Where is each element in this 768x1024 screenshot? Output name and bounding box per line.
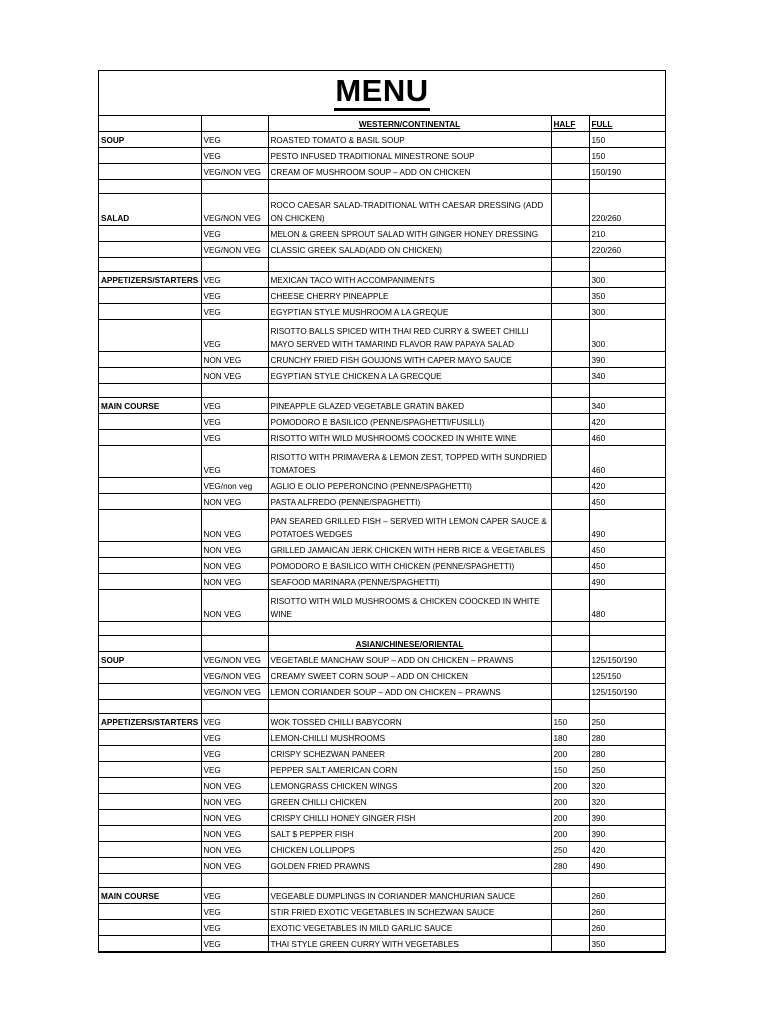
item-half-price	[551, 352, 589, 368]
item-name: CRUNCHY FRIED FISH GOUJONS WITH CAPER MAYO SAUCE	[268, 352, 551, 368]
item-name: POMODORO E BASILICO (PENNE/SPAGHETTI/FUSILLI)	[268, 414, 551, 430]
menu-item-row	[99, 920, 665, 936]
menu-item-row	[99, 558, 665, 574]
item-full-price: 280	[589, 746, 665, 762]
item-half-price	[551, 494, 589, 510]
item-name: RISOTTO WITH WILD MUSHROOMS & CHICKEN COOCKED IN WHITE WINE	[268, 590, 551, 622]
item-half-price: 200	[551, 778, 589, 794]
item-type: VEG	[201, 936, 268, 952]
item-name: CREAMY SWEET CORN SOUP – ADD ON CHICKEN	[268, 668, 551, 684]
item-full-price: 150/190	[589, 164, 665, 180]
item-half-price	[551, 430, 589, 446]
item-half-price: 150	[551, 762, 589, 778]
item-full-price: 350	[589, 936, 665, 952]
category-label	[99, 430, 201, 446]
menu-item-row	[99, 288, 665, 304]
item-type: NON VEG	[201, 794, 268, 810]
section-header-row	[99, 636, 665, 652]
item-half-price	[551, 446, 589, 478]
item-name: CREAM OF MUSHROOM SOUP – ADD ON CHICKEN	[268, 164, 551, 180]
blank-cell	[201, 700, 268, 714]
item-type: NON VEG	[201, 778, 268, 794]
item-half-price	[551, 398, 589, 414]
item-type: VEG	[201, 746, 268, 762]
item-full-price: 125/150/190	[589, 684, 665, 700]
item-half-price	[551, 590, 589, 622]
item-name: LEMON-CHILLI MUSHROOMS	[268, 730, 551, 746]
half-column-header	[551, 636, 589, 652]
item-full-price: 340	[589, 368, 665, 384]
item-type: VEG/NON VEG	[201, 164, 268, 180]
category-label	[99, 446, 201, 478]
menu-item-row	[99, 368, 665, 384]
item-type: VEG/NON VEG	[201, 194, 268, 226]
blank-cell	[268, 384, 551, 398]
section-blank-cell	[201, 636, 268, 652]
item-full-price: 125/150/190	[589, 652, 665, 668]
item-half-price	[551, 668, 589, 684]
category-label	[99, 368, 201, 384]
item-full-price: 340	[589, 398, 665, 414]
item-type: VEG	[201, 904, 268, 920]
item-name: EGYPTIAN STYLE CHICKEN A LA GRECQUE	[268, 368, 551, 384]
blank-cell	[551, 874, 589, 888]
item-name: SALT $ PEPPER FISH	[268, 826, 551, 842]
blank-cell	[99, 874, 201, 888]
menu-item-row	[99, 652, 665, 668]
item-name: CHEESE CHERRY PINEAPPLE	[268, 288, 551, 304]
item-half-price	[551, 164, 589, 180]
menu-item-row	[99, 810, 665, 826]
menu-item-row	[99, 730, 665, 746]
category-label: SALAD	[99, 194, 201, 226]
item-type: VEG/NON VEG	[201, 668, 268, 684]
blank-cell	[589, 258, 665, 272]
item-half-price	[551, 242, 589, 258]
item-half-price: 250	[551, 842, 589, 858]
item-type: NON VEG	[201, 810, 268, 826]
menu-item-row	[99, 590, 665, 622]
item-name: VEGETABLE MANCHAW SOUP – ADD ON CHICKEN – PRAWNS	[268, 652, 551, 668]
menu-item-row	[99, 226, 665, 242]
item-full-price: 150	[589, 132, 665, 148]
item-half-price	[551, 652, 589, 668]
full-column-header: FULL	[589, 116, 665, 132]
category-label	[99, 684, 201, 700]
item-type: NON VEG	[201, 842, 268, 858]
item-type: NON VEG	[201, 510, 268, 542]
item-half-price	[551, 132, 589, 148]
item-type: VEG/non veg	[201, 478, 268, 494]
category-label: SOUP	[99, 652, 201, 668]
item-type: NON VEG	[201, 590, 268, 622]
category-label	[99, 778, 201, 794]
item-full-price: 490	[589, 510, 665, 542]
title-row	[99, 71, 665, 116]
item-name: SEAFOOD MARINARA (PENNE/SPAGHETTI)	[268, 574, 551, 590]
blank-cell	[589, 384, 665, 398]
item-name: ROASTED TOMATO & BASIL SOUP	[268, 132, 551, 148]
item-half-price	[551, 194, 589, 226]
section-blank-cell	[99, 636, 201, 652]
category-label	[99, 478, 201, 494]
category-label	[99, 920, 201, 936]
item-name: RISOTTO WITH WILD MUSHROOMS COOCKED IN WHITE WINE	[268, 430, 551, 446]
menu-item-row	[99, 842, 665, 858]
item-full-price: 390	[589, 352, 665, 368]
item-name: WOK TOSSED CHILLI BABYCORN	[268, 714, 551, 730]
item-type: VEG	[201, 714, 268, 730]
category-label	[99, 746, 201, 762]
item-type: VEG	[201, 414, 268, 430]
menu-item-row	[99, 242, 665, 258]
menu-item-row	[99, 684, 665, 700]
item-full-price: 450	[589, 558, 665, 574]
blank-cell	[589, 622, 665, 636]
item-type: VEG/NON VEG	[201, 242, 268, 258]
menu-item-row	[99, 352, 665, 368]
item-half-price: 150	[551, 714, 589, 730]
item-half-price: 180	[551, 730, 589, 746]
category-label: MAIN COURSE	[99, 398, 201, 414]
menu-item-row	[99, 936, 665, 952]
menu-item-row	[99, 430, 665, 446]
blank-cell	[99, 700, 201, 714]
item-name: PASTA ALFREDO (PENNE/SPAGHETTI)	[268, 494, 551, 510]
item-type: VEG	[201, 430, 268, 446]
item-name: MELON & GREEN SPROUT SALAD WITH GINGER HONEY DRESSING	[268, 226, 551, 242]
item-full-price: 320	[589, 778, 665, 794]
category-label	[99, 288, 201, 304]
menu-item-row	[99, 446, 665, 478]
item-type: NON VEG	[201, 574, 268, 590]
section-blank-cell	[99, 116, 201, 132]
item-name: THAI STYLE GREEN CURRY WITH VEGETABLES	[268, 936, 551, 952]
item-full-price: 300	[589, 320, 665, 352]
item-name: CRISPY SCHEZWAN PANEER	[268, 746, 551, 762]
item-half-price	[551, 226, 589, 242]
menu-title: MENU	[99, 73, 665, 109]
item-full-price: 490	[589, 858, 665, 874]
menu-item-row	[99, 414, 665, 430]
blank-cell	[589, 700, 665, 714]
item-half-price	[551, 574, 589, 590]
item-full-price: 390	[589, 810, 665, 826]
menu-item-row	[99, 778, 665, 794]
category-label	[99, 510, 201, 542]
item-half-price	[551, 542, 589, 558]
item-name: PINEAPPLE GLAZED VEGETABLE GRATIN BAKED	[268, 398, 551, 414]
item-full-price: 460	[589, 446, 665, 478]
item-half-price	[551, 148, 589, 164]
menu-item-row	[99, 668, 665, 684]
item-full-price: 300	[589, 304, 665, 320]
item-full-price: 420	[589, 414, 665, 430]
item-name: EGYPTIAN STYLE MUSHROOM A LA GREQUE	[268, 304, 551, 320]
spacer-row	[99, 622, 665, 636]
item-type: NON VEG	[201, 352, 268, 368]
category-label	[99, 542, 201, 558]
blank-cell	[201, 622, 268, 636]
item-half-price: 280	[551, 858, 589, 874]
blank-cell	[551, 180, 589, 194]
item-name: LEMON CORIANDER SOUP – ADD ON CHICKEN – PRAWNS	[268, 684, 551, 700]
item-half-price	[551, 414, 589, 430]
spacer-row	[99, 874, 665, 888]
menu-item-row	[99, 148, 665, 164]
item-full-price: 150	[589, 148, 665, 164]
item-name: PESTO INFUSED TRADITIONAL MINESTRONE SOUP	[268, 148, 551, 164]
menu-item-row	[99, 746, 665, 762]
category-label	[99, 494, 201, 510]
half-column-header: HALF	[551, 116, 589, 132]
category-label	[99, 842, 201, 858]
item-full-price: 350	[589, 288, 665, 304]
item-name: CHICKEN LOLLIPOPS	[268, 842, 551, 858]
blank-cell	[201, 384, 268, 398]
category-label	[99, 414, 201, 430]
item-type: VEG	[201, 272, 268, 288]
menu-item-row	[99, 858, 665, 874]
item-full-price: 320	[589, 794, 665, 810]
item-half-price	[551, 320, 589, 352]
blank-cell	[551, 258, 589, 272]
item-type: VEG/NON VEG	[201, 652, 268, 668]
blank-cell	[99, 180, 201, 194]
blank-cell	[99, 258, 201, 272]
menu-item-row	[99, 794, 665, 810]
item-name: GOLDEN FRIED PRAWNS	[268, 858, 551, 874]
category-label: APPETIZERS/STARTERS	[99, 714, 201, 730]
item-type: NON VEG	[201, 826, 268, 842]
menu-item-row	[99, 398, 665, 414]
item-name: ROCO CAESAR SALAD-TRADITIONAL WITH CAESAR DRESSING (ADD ON CHICKEN)	[268, 194, 551, 226]
item-type: VEG	[201, 398, 268, 414]
menu-item-row	[99, 888, 665, 904]
item-name: CRISPY CHILLI HONEY GINGER FISH	[268, 810, 551, 826]
blank-cell	[551, 384, 589, 398]
item-half-price	[551, 288, 589, 304]
item-full-price: 125/150	[589, 668, 665, 684]
item-full-price: 460	[589, 430, 665, 446]
item-name: PEPPER SALT AMERICAN CORN	[268, 762, 551, 778]
item-name: EXOTIC VEGETABLES IN MILD GARLIC SAUCE	[268, 920, 551, 936]
blank-cell	[589, 180, 665, 194]
item-full-price: 450	[589, 542, 665, 558]
item-full-price: 420	[589, 842, 665, 858]
blank-cell	[589, 874, 665, 888]
item-name: GREEN CHILLI CHICKEN	[268, 794, 551, 810]
category-label	[99, 352, 201, 368]
section-header: ASIAN/CHINESE/ORIENTAL	[268, 636, 551, 652]
item-full-price: 210	[589, 226, 665, 242]
section-header: WESTERN/CONTINENTAL	[268, 116, 551, 132]
blank-cell	[551, 622, 589, 636]
category-label	[99, 590, 201, 622]
item-half-price	[551, 558, 589, 574]
category-label	[99, 668, 201, 684]
category-label	[99, 320, 201, 352]
item-full-price: 260	[589, 920, 665, 936]
blank-cell	[551, 700, 589, 714]
item-full-price: 220/260	[589, 242, 665, 258]
section-blank-cell	[201, 116, 268, 132]
category-label	[99, 762, 201, 778]
category-label	[99, 558, 201, 574]
blank-cell	[201, 180, 268, 194]
blank-cell	[268, 622, 551, 636]
category-label	[99, 858, 201, 874]
item-half-price: 200	[551, 746, 589, 762]
item-full-price: 450	[589, 494, 665, 510]
item-type: VEG	[201, 762, 268, 778]
spacer-row	[99, 180, 665, 194]
item-type: VEG	[201, 304, 268, 320]
item-half-price: 200	[551, 810, 589, 826]
item-half-price	[551, 478, 589, 494]
item-name: RISOTTO WITH PRIMAVERA & LEMON ZEST, TOPPED WITH SUNDRIED TOMATOES	[268, 446, 551, 478]
category-label: SOUP	[99, 132, 201, 148]
item-half-price	[551, 272, 589, 288]
menu-table	[99, 116, 665, 952]
category-label	[99, 164, 201, 180]
blank-cell	[268, 874, 551, 888]
item-half-price	[551, 920, 589, 936]
menu-item-row	[99, 714, 665, 730]
item-type: VEG	[201, 320, 268, 352]
item-type: NON VEG	[201, 558, 268, 574]
item-name: AGLIO E OLIO PEPERONCINO (PENNE/SPAGHETTI)	[268, 478, 551, 494]
menu-item-row	[99, 826, 665, 842]
category-label: MAIN COURSE	[99, 888, 201, 904]
category-label	[99, 826, 201, 842]
category-label	[99, 794, 201, 810]
item-name: STIR FRIED EXOTIC VEGETABLES IN SCHEZWAN SAUCE	[268, 904, 551, 920]
category-label	[99, 936, 201, 952]
item-full-price: 480	[589, 590, 665, 622]
menu-item-row	[99, 164, 665, 180]
spacer-row	[99, 700, 665, 714]
item-full-price: 250	[589, 762, 665, 778]
item-half-price	[551, 368, 589, 384]
blank-cell	[201, 258, 268, 272]
item-name: RISOTTO BALLS SPICED WITH THAI RED CURRY & SWEET CHILLI MAYO SERVED WITH TAMARIND FLAVOR RAW PAPAYA SALAD	[268, 320, 551, 352]
spacer-row	[99, 258, 665, 272]
item-full-price: 220/260	[589, 194, 665, 226]
menu-item-row	[99, 320, 665, 352]
item-half-price: 200	[551, 826, 589, 842]
item-half-price	[551, 936, 589, 952]
item-name: GRILLED JAMAICAN JERK CHICKEN WITH HERB RICE & VEGETABLES	[268, 542, 551, 558]
item-half-price	[551, 888, 589, 904]
menu-item-row	[99, 304, 665, 320]
category-label	[99, 810, 201, 826]
item-full-price: 490	[589, 574, 665, 590]
category-label	[99, 730, 201, 746]
item-full-price: 280	[589, 730, 665, 746]
menu-item-row	[99, 762, 665, 778]
category-label	[99, 304, 201, 320]
item-full-price: 420	[589, 478, 665, 494]
item-half-price: 200	[551, 794, 589, 810]
menu-item-row	[99, 574, 665, 590]
item-type: NON VEG	[201, 542, 268, 558]
spacer-row	[99, 384, 665, 398]
item-name: LEMONGRASS CHICKEN WINGS	[268, 778, 551, 794]
menu-item-row	[99, 272, 665, 288]
menu-item-row	[99, 542, 665, 558]
item-type: VEG	[201, 888, 268, 904]
category-label: APPETIZERS/STARTERS	[99, 272, 201, 288]
item-type: NON VEG	[201, 494, 268, 510]
category-label	[99, 226, 201, 242]
item-half-price	[551, 304, 589, 320]
menu-item-row	[99, 478, 665, 494]
blank-cell	[268, 258, 551, 272]
item-name: POMODORO E BASILICO WITH CHICKEN (PENNE/SPAGHETTI)	[268, 558, 551, 574]
blank-cell	[201, 874, 268, 888]
item-half-price	[551, 684, 589, 700]
category-label	[99, 904, 201, 920]
item-type: VEG	[201, 288, 268, 304]
item-full-price: 390	[589, 826, 665, 842]
category-label	[99, 574, 201, 590]
item-type: VEG	[201, 148, 268, 164]
menu-item-row	[99, 494, 665, 510]
item-full-price: 300	[589, 272, 665, 288]
item-type: VEG/NON VEG	[201, 684, 268, 700]
item-type: VEG	[201, 446, 268, 478]
category-label	[99, 242, 201, 258]
full-column-header	[589, 636, 665, 652]
item-full-price: 250	[589, 714, 665, 730]
menu-item-row	[99, 194, 665, 226]
menu-sheet	[98, 70, 666, 953]
item-type: VEG	[201, 730, 268, 746]
item-type: NON VEG	[201, 858, 268, 874]
blank-cell	[268, 180, 551, 194]
menu-item-row	[99, 132, 665, 148]
item-type: VEG	[201, 132, 268, 148]
item-name: CLASSIC GREEK SALAD(ADD ON CHICKEN)	[268, 242, 551, 258]
section-header-row	[99, 116, 665, 132]
category-label	[99, 148, 201, 164]
item-name: PAN SEARED GRILLED FISH – SERVED WITH LEMON CAPER SAUCE & POTATOES WEDGES	[268, 510, 551, 542]
blank-cell	[268, 700, 551, 714]
menu-item-row	[99, 904, 665, 920]
item-type: VEG	[201, 226, 268, 242]
item-name: VEGEABLE DUMPLINGS IN CORIANDER MANCHURIAN SAUCE	[268, 888, 551, 904]
blank-cell	[99, 384, 201, 398]
item-half-price	[551, 510, 589, 542]
item-type: VEG	[201, 920, 268, 936]
item-half-price	[551, 904, 589, 920]
item-full-price: 260	[589, 888, 665, 904]
item-type: NON VEG	[201, 368, 268, 384]
item-name: MEXICAN TACO WITH ACCOMPANIMENTS	[268, 272, 551, 288]
blank-cell	[99, 622, 201, 636]
menu-item-row	[99, 510, 665, 542]
item-full-price: 260	[589, 904, 665, 920]
